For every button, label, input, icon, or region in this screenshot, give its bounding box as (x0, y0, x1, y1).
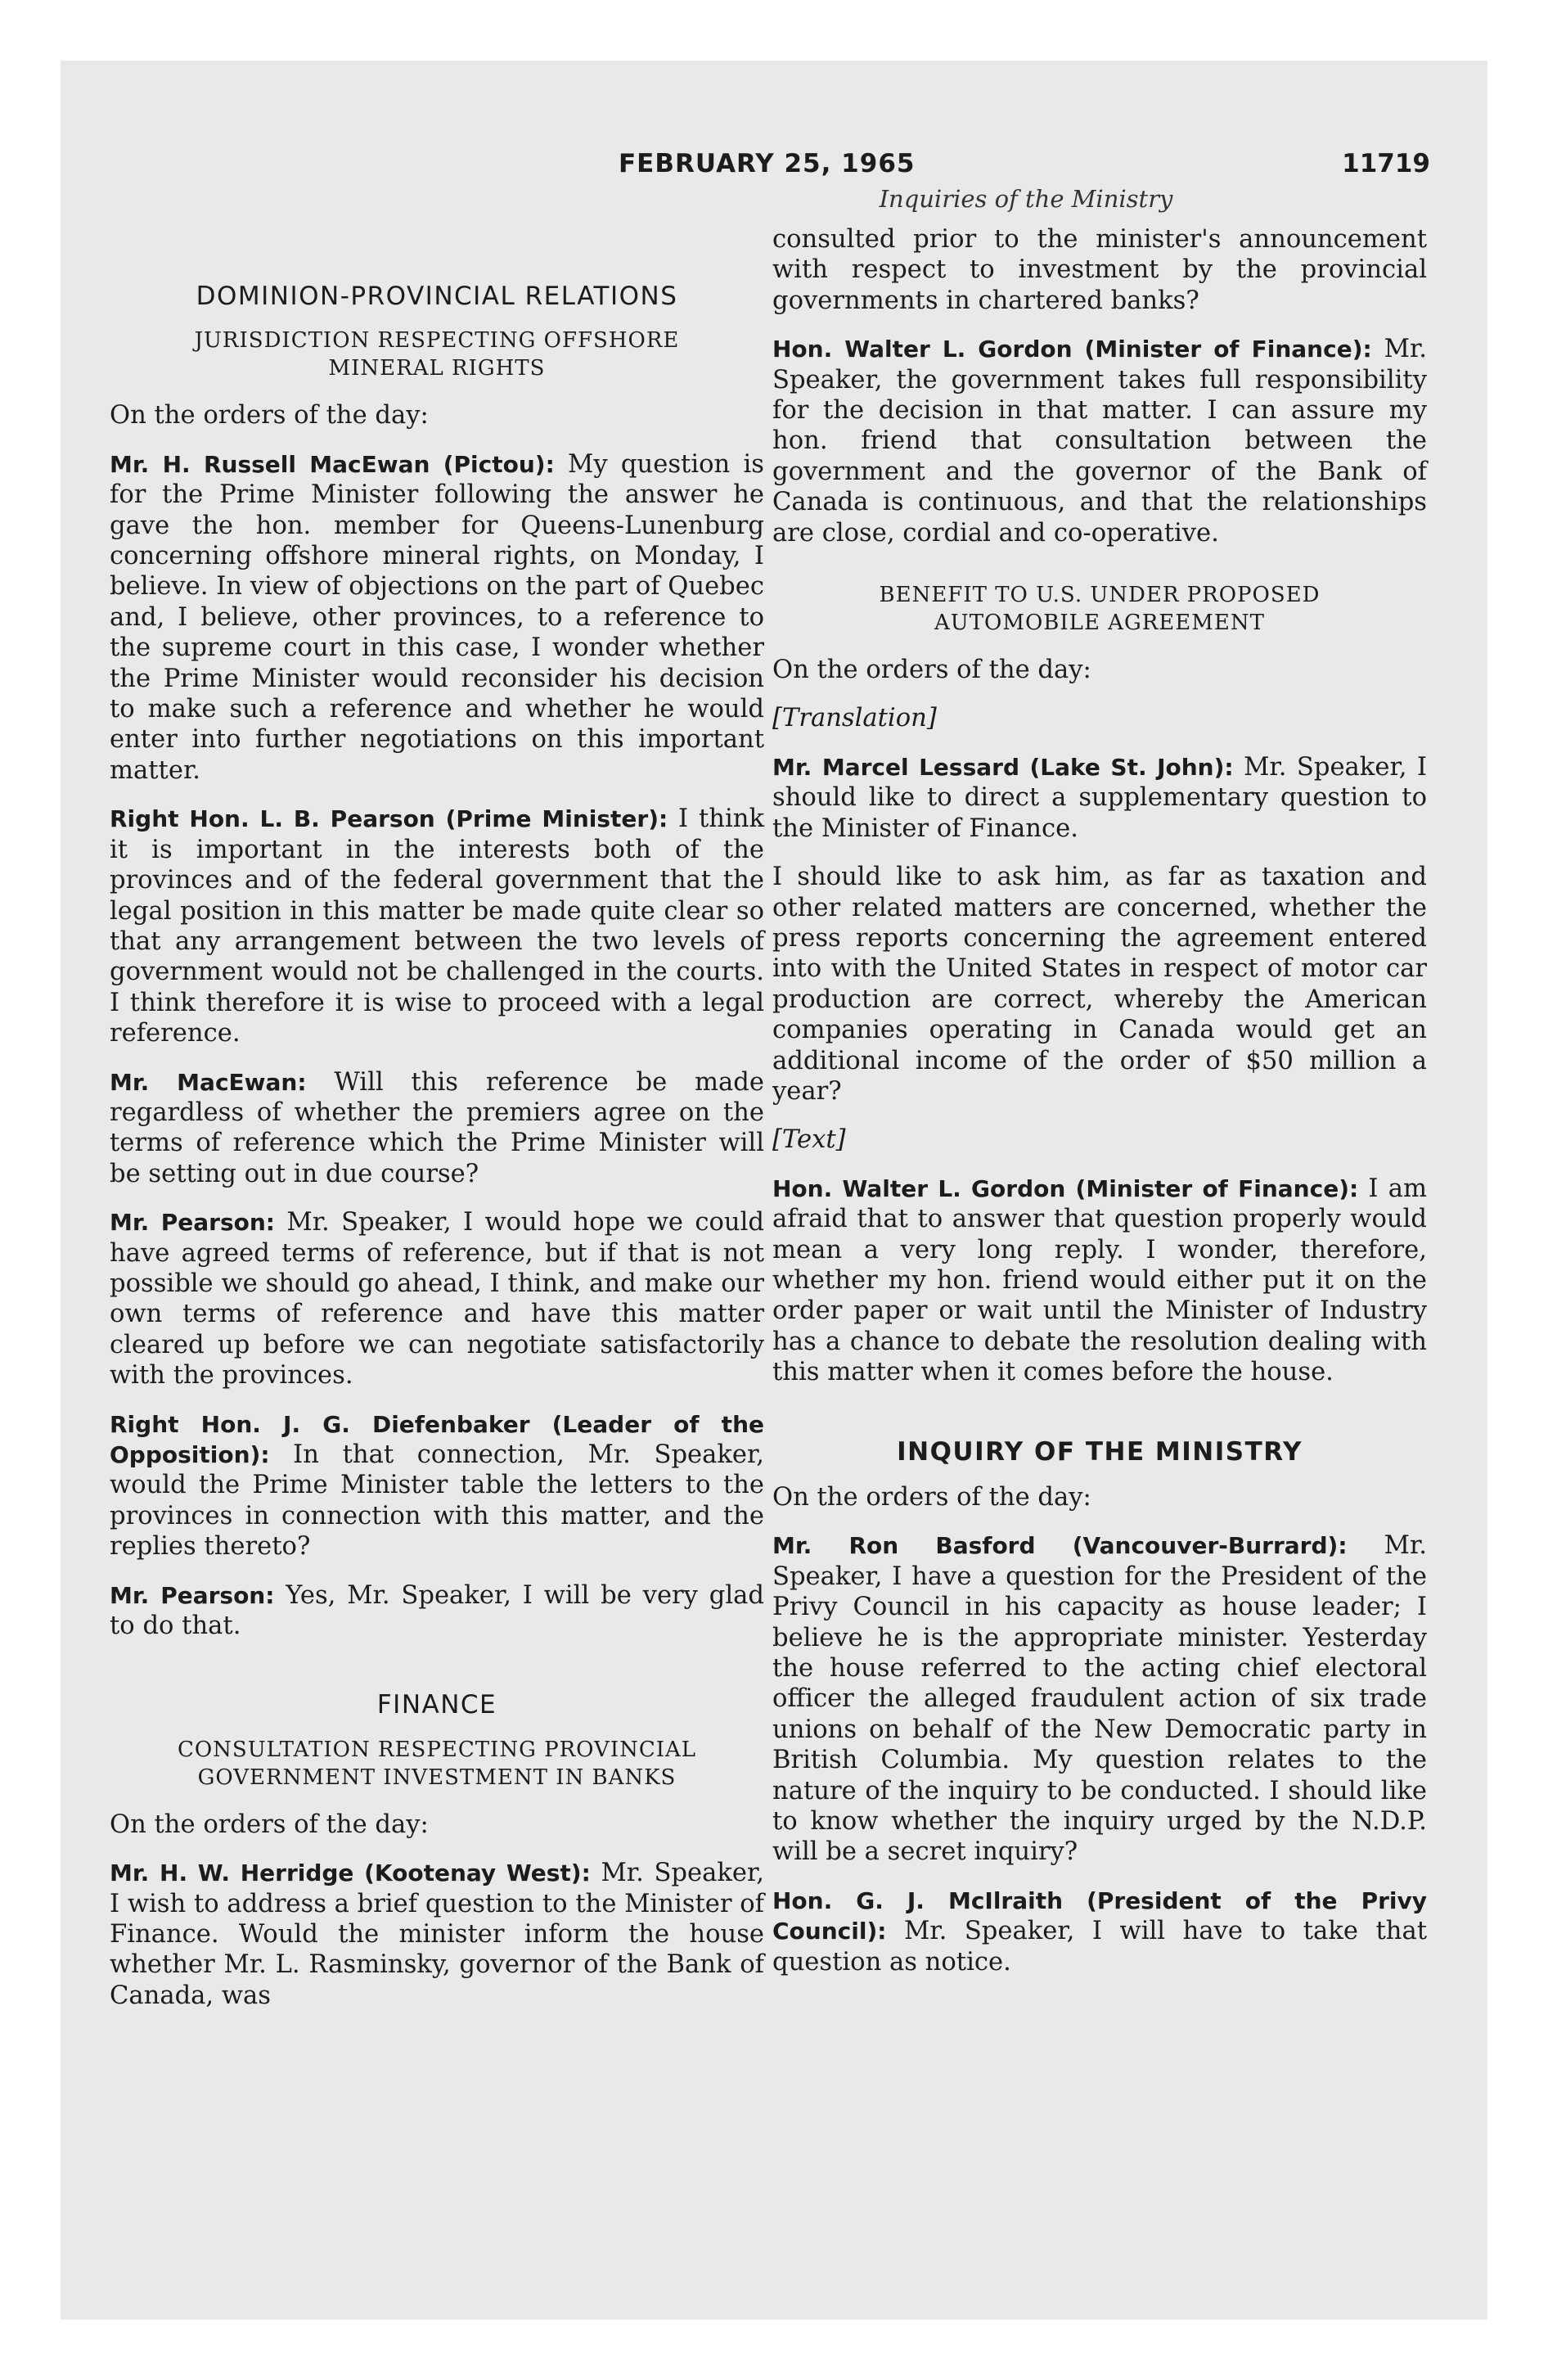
section-subtitle-automobile (772, 581, 1427, 637)
speech-text: I am afraid that to answer that question properly would mean a very long reply. I wonder, therefore, whether my hon. friend would either put it on the order paper or wait until the Minister of Industry has a chance to debate the resolution dealing with this matter when it comes before the house. (772, 1174, 1427, 1387)
orders-of-day: On the orders of the day: (110, 401, 429, 430)
speech-text: Will this reference be made regardless of whether the premiers agree on the terms of reference which the Prime Minister will be setting out in due course? (110, 1067, 764, 1188)
speaker-name: Mr. MacEwan: (110, 1068, 307, 1096)
right-column (772, 224, 1427, 1995)
speech-paragraph (772, 334, 1427, 548)
subtitle-line: BENEFIT TO U.S. UNDER PROPOSED (879, 583, 1321, 608)
section-title-dominion-provincial: DOMINION-PROVINCIAL RELATIONS (196, 282, 678, 311)
section-title-finance: FINANCE (376, 1690, 497, 1720)
speech-text: In that connection, Mr. Speaker, would the Prime Minister table the letters to the provinces in connection with this matter, and the replies thereto? (110, 1440, 764, 1562)
speech-text: I think it is important in the interests both of the provinces and of the federal government that the legal position in this matter be made quite clear so that any arrangement between the two levels of government would not be challenged in the courts. I think therefore it is wise to proceed with a legal reference. (110, 805, 765, 1048)
speech-paragraph (772, 752, 1427, 844)
speech-text: Mr. Speaker, I have a question for the President of the Privy Council in his capacity as house leader; I believe he is the appropriate minister. Yesterday the house referred to the acting chief electoral officer the alleged fraudulent action of six trade unions on behalf of the New Democratic party in British Columbia. My question relates to the nature of the inquiry to be conducted. I should like to know whether the inquiry urged by the N.D.P. will be a secret inquiry? (772, 1531, 1427, 1867)
speech-paragraph (110, 1580, 764, 1642)
speech-text: Mr. Speaker, the government takes full responsibility for the decision in that matter. I can assure my hon. friend that consultation between the government and the governor of the Bank of Canada is continuous, and that the relationships are close, cordial and co-operative. (772, 335, 1428, 548)
text-marker: [Text] (772, 1125, 846, 1155)
speech-text: Mr. Speaker, I should like to direct a supplementary question to the Minister of Finance. (772, 752, 1427, 843)
speaker-name: Mr. H. Russell MacEwan (Pictou): (110, 450, 555, 478)
speech-text: Mr. Speaker, I would hope we could have agreed terms of reference, but if that is not possible we should go ahead, I think, and make our own terms of reference and have this matter cleared up before we can negotiate satisfactorily with the provinces. (110, 1208, 765, 1391)
speaker-name: Mr. H. W. Herridge (Kootenay West): (110, 1859, 591, 1887)
speaker-name: Mr. Marcel Lessard (Lake St. John): (772, 753, 1234, 781)
subtitle-line: JURISDICTION RESPECTING OFFSHORE (194, 328, 680, 354)
translation-marker: [Translation] (772, 704, 937, 733)
section-subtitle-banks (110, 1736, 764, 1792)
running-subhead: Inquiries of the Ministry (879, 185, 1173, 213)
subtitle-line: MINERAL RIGHTS (328, 356, 546, 381)
continued-text: consulted prior to the minister's announcement with respect to investment by the provincial governments in chartered banks? (772, 225, 1427, 315)
speech-paragraph: I should like to ask him, as far as taxation and other related matters are concerned, whether the press reports concerning the agreement entered into with the United States in respect of motor car production are correct, whereby the American companies operating in Canada would get an additional income of the order of $50 million a year? (772, 863, 1427, 1106)
speaker-name: Mr. Pearson: (110, 1209, 275, 1237)
speech-paragraph (110, 1409, 764, 1562)
speaker-name: Hon. Walter L. Gordon (Minister of Finance): (772, 336, 1372, 363)
speech-paragraph (110, 1207, 764, 1391)
speaker-name: Hon. Walter L. Gordon (Minister of Finance): (772, 1174, 1359, 1202)
speech-text: Mr. Speaker, I wish to address a brief question to the Minister of Finance. Would the minister inform the house whether Mr. L. Rasminsky, governor of the Bank of Canada, was (110, 1859, 764, 2010)
running-header (61, 149, 1487, 190)
speech-paragraph (110, 1858, 764, 2011)
speaker-name: Right Hon. L. B. Pearson (Prime Minister): (110, 805, 668, 833)
speech-paragraph (110, 1067, 764, 1190)
left-column (110, 224, 764, 2029)
page-number: 11719 (1342, 149, 1430, 178)
orders-of-day: On the orders of the day: (110, 1810, 429, 1839)
orders-of-day: On the orders of the day: (772, 1483, 1091, 1512)
speech-paragraph (772, 1530, 1427, 1867)
speech-text: My question is for the Prime Minister following the answer he gave the hon. member for Queens-Lunenburg concerning offshore mineral rights, on Monday, I believe. In view of objections on the part of Quebec and, I believe, other provinces, to a reference to the supreme court in this case, I wonder whether the Prime Minister would reconsider his decision to make such a reference and whether he would enter into further negotiations on this important matter. (110, 449, 764, 785)
document-page (61, 61, 1487, 2319)
speech-text: Yes, Mr. Speaker, I will be very glad to do that. (110, 1580, 764, 1641)
subtitle-line: CONSULTATION RESPECTING PROVINCIAL (177, 1737, 697, 1762)
speech-paragraph (772, 1174, 1427, 1388)
section-title-inquiry: INQUIRY OF THE MINISTRY (897, 1436, 1303, 1467)
subtitle-line: AUTOMOBILE AGREEMENT (934, 611, 1265, 636)
speech-paragraph (110, 804, 764, 1048)
speaker-name: Hon. G. J. McIlraith (President of the Privy Council): (772, 1886, 1427, 1945)
speech-text: Mr. Speaker, I will have to take that question as notice. (772, 1917, 1427, 1977)
speech-paragraph (772, 1886, 1427, 1977)
speech-paragraph (110, 449, 764, 786)
orders-of-day: On the orders of the day: (772, 656, 1091, 685)
speaker-name: Mr. Pearson: (110, 1581, 275, 1609)
section-subtitle-offshore (110, 327, 764, 382)
header-date: FEBRUARY 25, 1965 (619, 149, 916, 178)
speaker-name: Mr. Ron Basford (Vancouver-Burrard): (772, 1532, 1348, 1560)
subtitle-line: GOVERNMENT INVESTMENT IN BANKS (197, 1765, 677, 1790)
speaker-name: Right Hon. J. G. Diefenbaker (Leader of the Opposition): (110, 1410, 764, 1468)
